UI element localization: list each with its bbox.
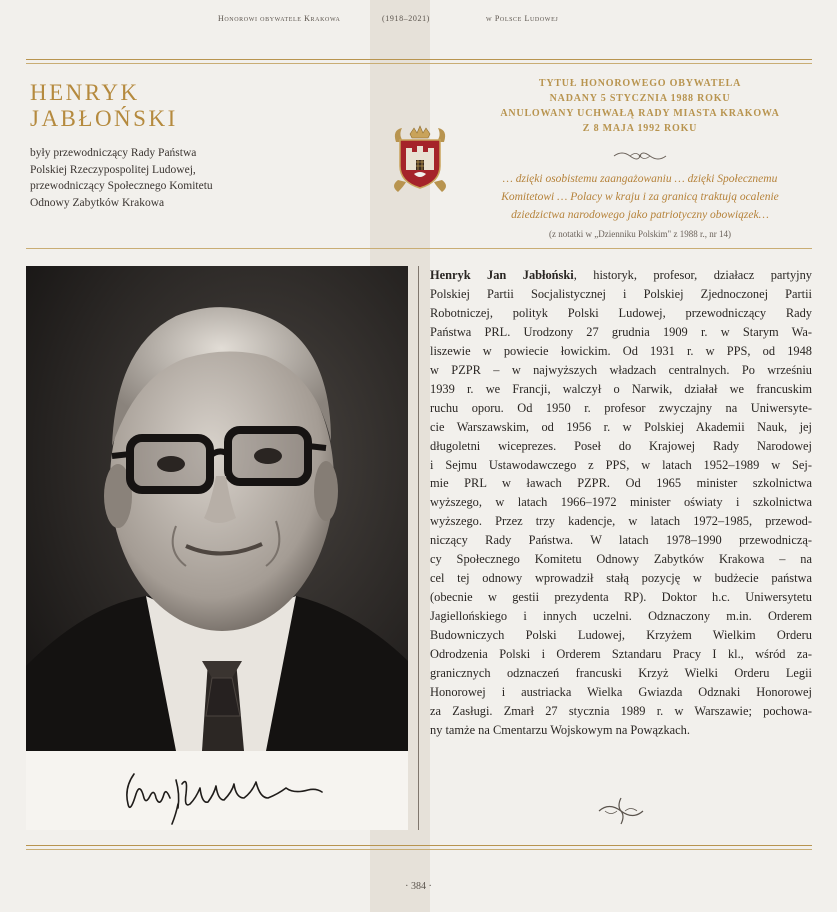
honor-quote — [470, 170, 810, 224]
bio-line: Jagiellońskiego i innych uczelni. Odznaczony m.in. Orderem — [430, 609, 812, 624]
role-line: były przewodniczący Rady Państwa — [30, 147, 197, 159]
bio-line: Robotniczej, polityk Polski Ludowej, przewodniczący Rady — [430, 305, 812, 320]
bio-line: cy Społecznego Komitetu Odnowy Zabytków Krakowa – na — [430, 552, 812, 567]
honor-title-line: TYTUŁ HONOROWEGO OBYWATELA — [538, 78, 742, 89]
person-name — [30, 80, 250, 132]
honor-title — [470, 76, 810, 136]
bio-line: Odrodzenia Polski i Orderem Sztandaru Pracy I kl., wśród za- — [430, 647, 812, 662]
bio-line: Honorowej i austriacka Wielka Gwiazda Odznaki Honorowej — [430, 684, 812, 699]
role-line: Polskiej Rzeczypospolitej Ludowej, — [30, 163, 196, 176]
quote-line: … dzięki osobistemu zaangażowaniu … dzięki Społecznemu — [502, 173, 778, 185]
flourish-ornament-icon — [612, 149, 668, 163]
person-roles — [30, 145, 280, 211]
bio-line: granicznych odznaczeń francuski Krzyż Wielki Orderu Legii — [430, 666, 812, 681]
bio-line: wyższego. Przez trzy kadencje, w latach 1972–1985, przewod- — [430, 514, 812, 529]
column-divider — [418, 266, 419, 830]
bio-line: (obecnie w gestii prezydenta RP). Doktor h.c. Uniwersytetu — [430, 590, 812, 605]
honor-title-line: ANULOWANY UCHWAŁĄ RADY MIASTA KRAKOWA — [500, 108, 780, 119]
middle-gold-rule — [26, 248, 812, 249]
bio-line: Polskiej Partii Socjalistycznej i Polskiej Zjednoczonej Partii — [430, 286, 812, 301]
bio-line: ruchu oporu. Od 1950 r. profesor zwyczajny na Uniwersyte- — [430, 400, 812, 415]
bio-line: Budowniczych Polski Ludowej, Krzyżem Wielkim Orderu — [430, 628, 812, 643]
bio-line-first — [430, 266, 812, 285]
bottom-gold-rule — [26, 845, 812, 850]
page-number: · 384 · — [405, 881, 432, 892]
flourish-ornament-icon — [597, 796, 645, 826]
portrait-photo — [26, 266, 408, 751]
quote-line: Komitetowi … Polacy w kraju i za granicą traktują ocalenie — [501, 191, 779, 203]
bio-line: cie Warszawskim, od 1956 r. w Polskiej Akademii Nauk, jej — [430, 419, 812, 434]
bio-line: 1939 r. we Francji, walczył o Narwik, działał we francuskim — [430, 381, 812, 396]
running-head-middle: (1918–2021) — [382, 14, 430, 23]
bio-line: niczący Rady Państwa. W latach 1978–1990 przewodniczą- — [430, 533, 812, 548]
handwritten-signature — [116, 764, 326, 828]
bio-line: i Sejmu Ustawodawczego z PPS, w latach 1952–1989 w Sej- — [430, 457, 812, 472]
bio-line: liszewie w powiecie łowickim. Od 1931 r. w PPS, od 1948 — [430, 343, 812, 358]
quote-source: (z notatki w „Dzienniku Polskim" z 1988 r., nr 14) — [549, 229, 731, 239]
running-head-right: w Polsce Ludowej — [486, 14, 559, 23]
honor-title-line: NADANY 5 STYCZNIA 1988 ROKU — [549, 93, 731, 104]
bio-line: długoletni wiceprezes. Poseł do Krajowej Rady Narodowej — [430, 438, 812, 453]
krakow-coat-of-arms-icon — [388, 122, 452, 194]
bio-line: Państwa PRL. Urodzony 27 grudnia 1909 r. w Starym Wa- — [430, 324, 812, 339]
bio-line: wyższego, w latach 1966–1972 minister oświaty i szkolnictwa — [430, 495, 812, 510]
top-gold-rule — [26, 59, 812, 64]
name-last: JABŁOŃSKI — [30, 106, 178, 131]
bio-lead-name: Henryk Jan Jabłoński — [430, 268, 574, 282]
bio-line: cel tej odnowy wprowadził stałą pozycję w budżecie państwa — [430, 571, 812, 586]
role-line: Odnowy Zabytków Krakowa — [30, 196, 165, 209]
bio-line: za Zasługi. Zmarł 27 stycznia 1989 r. w Warszawie; pochowa- — [430, 703, 812, 718]
bio-first-line-rest: , historyk, profesor, działacz partyjny — [573, 268, 812, 282]
bio-line-last: ny tamże na Cmentarzu Wojskowym na Powązkach. — [430, 722, 690, 737]
name-first: HENRYK — [30, 80, 140, 105]
running-head-left: Honorowi obywatele Krakowa — [218, 14, 341, 23]
bio-line: w PZPR – w najwyższych władzach centralnych. Po wrześniu — [430, 362, 812, 377]
bio-line: mie PRL w ławach PZPR. Od 1965 minister szkolnictwa — [430, 476, 812, 491]
quote-line: dziedzictwa narodowego jako patriotyczny obowiązek… — [511, 209, 769, 221]
role-line: przewodniczący Społecznego Komitetu — [30, 180, 213, 192]
honor-title-line: Z 8 MAJA 1992 ROKU — [582, 123, 698, 134]
running-head — [0, 14, 837, 28]
biography — [430, 266, 812, 740]
